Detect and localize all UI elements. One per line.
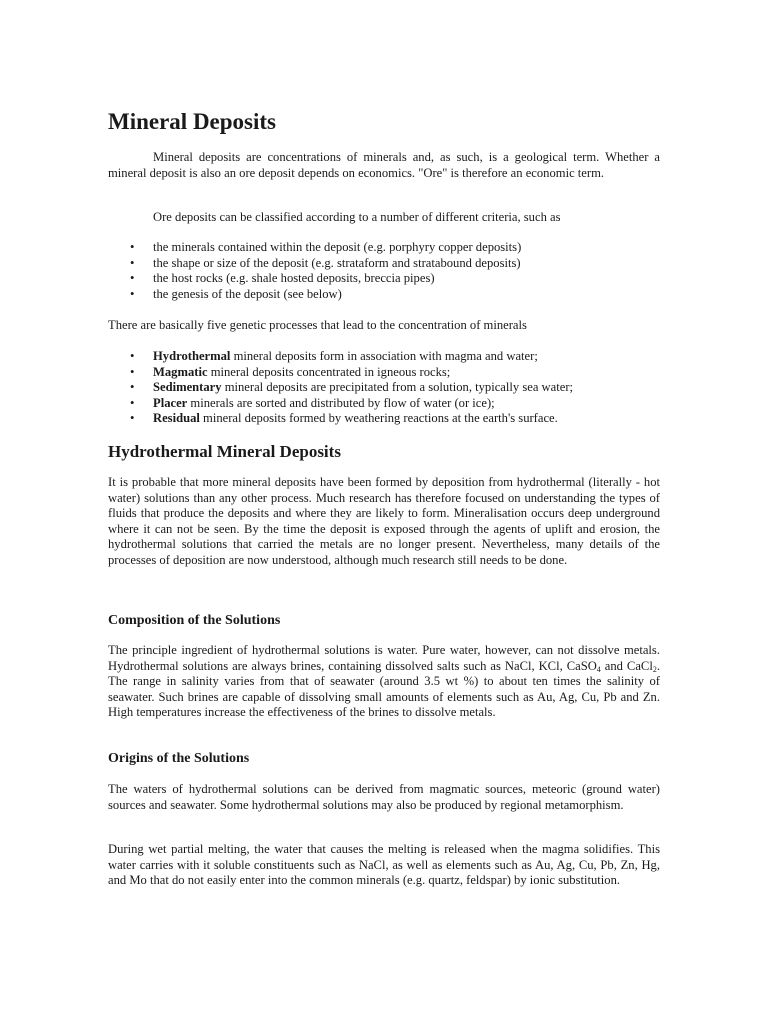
bullet-icon: • [130,271,135,286]
bullet-icon: • [130,255,135,270]
bullet-icon: • [130,411,135,426]
composition-paragraph: The principle ingredient of hydrothermal solutions is water. Pure water, however, can not dissolve metals. Hydrothermal solutions are always brines, containing dissolved salts such as NaCl, KCl, CaSO$_4$ and CaCl$_2$. The range in salinity varies from that of seawater (around 3.5 wt %) to about ten times the salinity of seawater. Such brines are capable of dissolving small amounts of elements such as Au, Ag, Cu, Pb and Zn. High temperatures increase the effectiveness of the brines to dissolve metals. [108,643,660,720]
bullet-icon: • [130,395,135,410]
list-item: • Placer minerals are sorted and distributed by flow of water (or ice); [130,395,495,410]
section-heading-composition: Composition of the Solutions [108,613,281,628]
list-item: • the genesis of the deposit (see below) [130,286,342,301]
processes-intro: There are basically five genetic processes that lead to the concentration of minerals [108,318,527,332]
intro-paragraph-2: Ore deposits can be classified according to a number of different criteria, such as [153,210,561,224]
list-item: • Hydrothermal mineral deposits form in association with magma and water; [130,349,538,363]
criteria-list [108,240,660,302]
section-heading-origins: Origins of the Solutions [108,751,250,766]
list-item: • Magmatic mineral deposits concentrated in igneous rocks; [130,364,451,379]
list-item: • Sedimentary mineral deposits are precipitated from a solution, typically sea water; [130,380,574,395]
list-item: • the host rocks (e.g. shale hosted deposits, breccia pipes) [130,271,435,286]
origins-paragraph-1: The waters of hydrothermal solutions can be derived from magmatic sources, meteoric (ground water) sources and seawater. Some hydrothermal solutions may also be produced by regional metamorphism. [108,782,660,812]
section-heading-hydrothermal: Hydrothermal Mineral Deposits [108,442,341,461]
bullet-icon: • [130,240,135,254]
page-title: Mineral Deposits [108,109,277,134]
bullet-icon: • [130,364,135,379]
list-item: • the minerals contained within the deposit (e.g. porphyry copper deposits) [130,240,522,254]
processes-list [108,349,660,427]
list-item: • the shape or size of the deposit (e.g. strataform and stratabound deposits) [130,255,521,270]
intro-paragraph-1: Mineral deposits are concentrations of minerals and, as such, is a geological term. Whether a mineral deposit is also an ore deposit depends on economics. "Ore" is therefore an economic term. [108,150,660,180]
hydrothermal-paragraph: It is probable that more mineral deposits have been formed by deposition from hydrothermal (literally - hot water) solutions than any other process. Much research has therefore focused on understanding the types of fluids that produce the deposits and where they are likely to form. Mineralisation occurs deep underground where it can not be seen. By the time the deposit is exposed through the agents of uplift and erosion, the hydrothermal solutions that carried the metals are no longer present. Nevertheless, many details of the processes of deposition are now understood, although much research still needs to be done. [108,475,660,567]
bullet-icon: • [130,380,135,395]
origins-paragraph-2: During wet partial melting, the water that causes the melting is released when the magma solidifies. This water carries with it soluble constituents such as NaCl, as well as elements such as Au, Ag, Cu, Pb, Zn, Hg, and Mo that do not easily enter into the common minerals (e.g. quartz, feldspar) by ionic substitution. [108,842,660,888]
list-item: • Residual mineral deposits formed by weathering reactions at the earth's surface. [130,411,558,426]
bullet-icon: • [130,349,135,363]
bullet-icon: • [130,286,135,301]
